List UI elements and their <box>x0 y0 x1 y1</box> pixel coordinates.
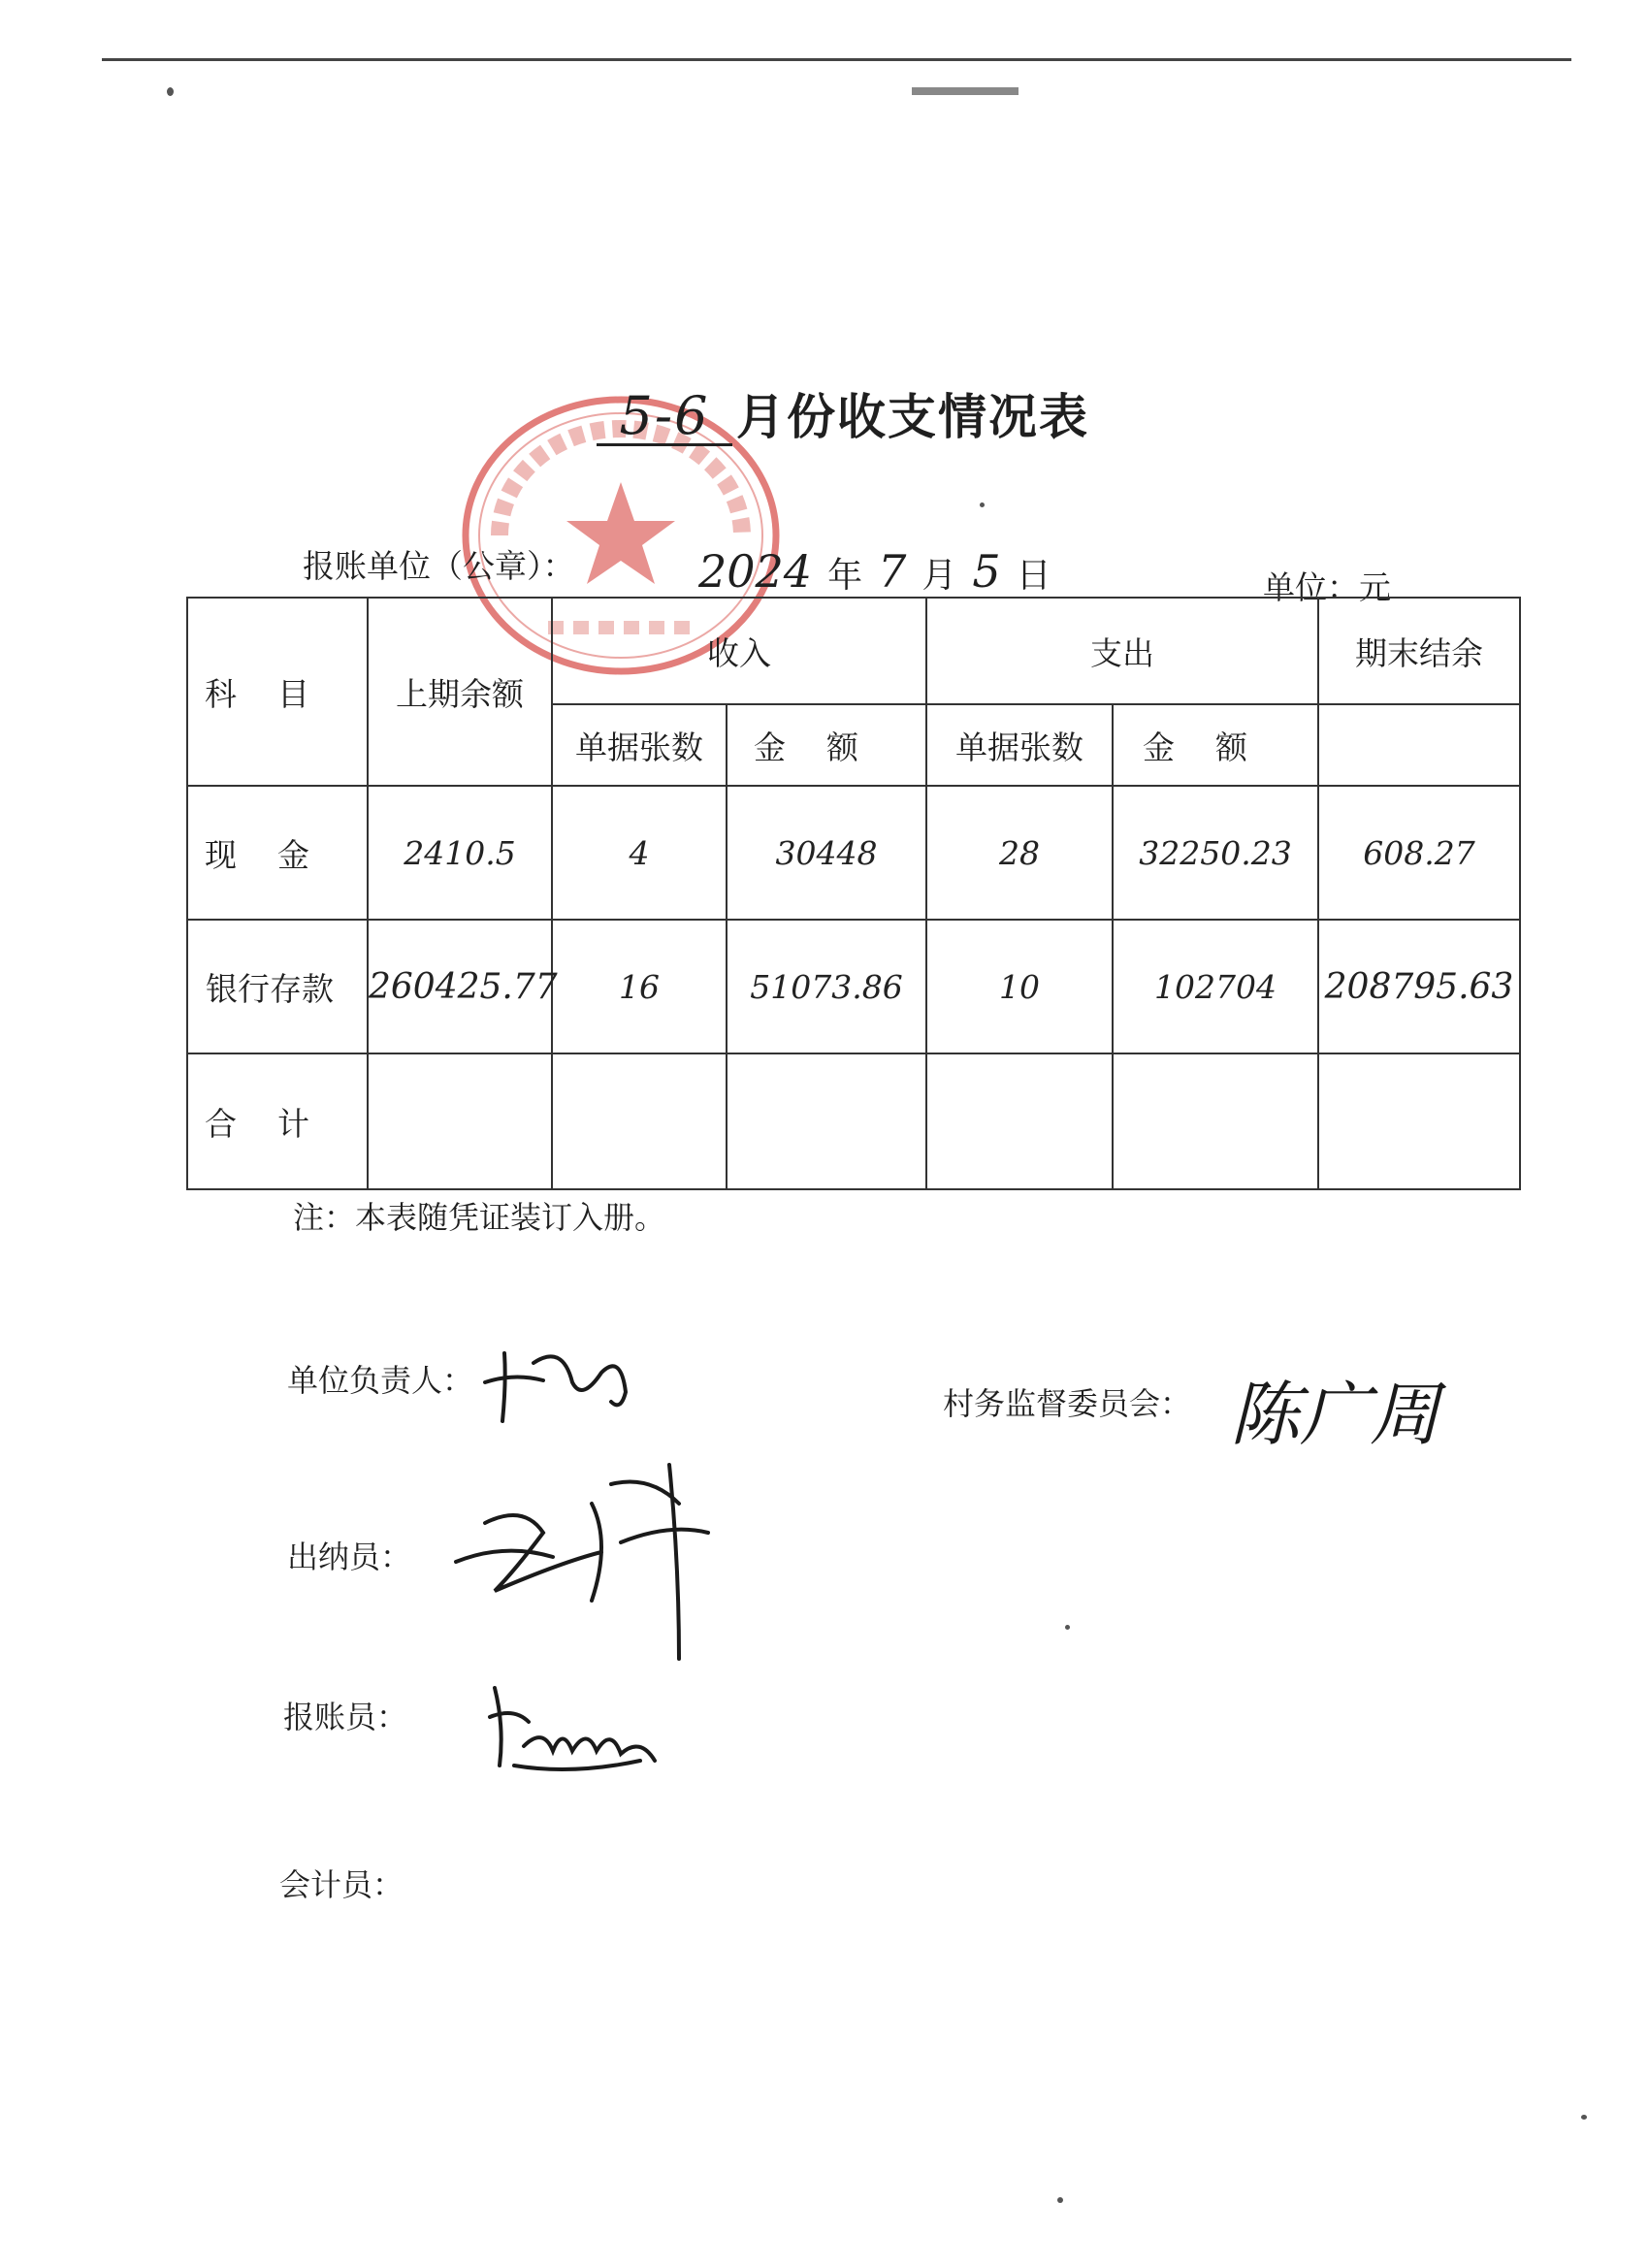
cell-expense-amount <box>1113 1053 1318 1189</box>
table-row-bank <box>187 920 1520 1053</box>
cell-expense-amount: 102704 <box>1113 920 1318 1053</box>
header-income-count: 单据张数 <box>552 704 727 786</box>
header-end-balance-blank <box>1318 704 1520 786</box>
date-year-handwritten: 2024 <box>698 545 813 598</box>
cell-expense-count: 28 <box>926 786 1113 920</box>
cell-end-balance <box>1318 1053 1520 1189</box>
title-text: 月份收支情况表 <box>736 389 1089 445</box>
supervisory-committee-signature: 陈广周 <box>1230 1374 1440 1455</box>
row-label-cash: 现金 <box>187 786 368 920</box>
row-label-bank: 银行存款 <box>187 920 368 1053</box>
accountant-label: 会计员： <box>279 1866 404 1903</box>
header-income: 收入 <box>552 598 926 704</box>
report-date <box>698 545 1067 598</box>
scan-speck <box>980 502 985 507</box>
cell-expense-count <box>926 1053 1113 1189</box>
reporter-signature <box>475 1669 669 1785</box>
cashier-label: 出纳员： <box>287 1539 412 1575</box>
scan-speck <box>1581 2115 1587 2120</box>
cell-expense-amount: 32250.23 <box>1113 786 1318 920</box>
scan-speck <box>1065 1625 1070 1630</box>
cell-income-count: 4 <box>552 786 727 920</box>
cell-prev-balance <box>368 1053 552 1189</box>
cell-end-balance: 608.27 <box>1318 786 1520 920</box>
reporting-unit-label: 报账单位（公章）： <box>303 547 575 585</box>
cell-income-amount <box>727 1053 926 1189</box>
cashier-signature <box>446 1445 737 1678</box>
table-note: 注：本表随凭证装订入册。 <box>293 1199 666 1236</box>
header-expense-amount: 金额 <box>1113 704 1318 786</box>
page-title <box>597 378 1089 448</box>
cell-end-balance: 208795.63 <box>1318 920 1520 1053</box>
cell-income-count: 16 <box>552 920 727 1053</box>
header-subject: 科目 <box>187 598 368 786</box>
date-month-handwritten: 7 <box>878 545 907 598</box>
cell-income-amount: 30448 <box>727 786 926 920</box>
unit-head-signature <box>475 1324 640 1431</box>
cell-expense-count: 10 <box>926 920 1113 1053</box>
cell-income-amount: 51073.86 <box>727 920 926 1053</box>
date-day-handwritten: 5 <box>972 545 1001 598</box>
header-prev-balance: 上期余额 <box>368 598 552 786</box>
date-year-char: 年 <box>827 556 863 596</box>
currency-unit-label: 单位：元 <box>1263 568 1391 606</box>
table-row-cash <box>187 786 1520 920</box>
cell-prev-balance: 260425.77 <box>368 920 552 1053</box>
scan-speck <box>167 87 174 96</box>
header-expense-count: 单据张数 <box>926 704 1113 786</box>
income-expense-table <box>186 597 1521 1190</box>
top-rule-mark <box>912 87 1018 95</box>
header-income-amount: 金额 <box>727 704 926 786</box>
top-rule <box>102 58 1571 61</box>
cell-prev-balance: 2410.5 <box>368 786 552 920</box>
unit-head-label: 单位负责人： <box>287 1362 474 1399</box>
date-month-char: 月 <box>922 556 957 596</box>
title-month-handwritten: 5-6 <box>597 389 732 446</box>
row-label-total: 合计 <box>187 1053 368 1189</box>
cell-income-count <box>552 1053 727 1189</box>
header-expense: 支出 <box>926 598 1318 704</box>
supervisory-committee-label: 村务监督委员会： <box>943 1385 1192 1422</box>
date-day-char: 日 <box>1016 556 1051 596</box>
header-end-balance: 期末结余 <box>1318 598 1520 704</box>
table-row-total <box>187 1053 1520 1189</box>
reporter-label: 报账员： <box>283 1699 408 1735</box>
scan-speck <box>1057 2197 1063 2203</box>
